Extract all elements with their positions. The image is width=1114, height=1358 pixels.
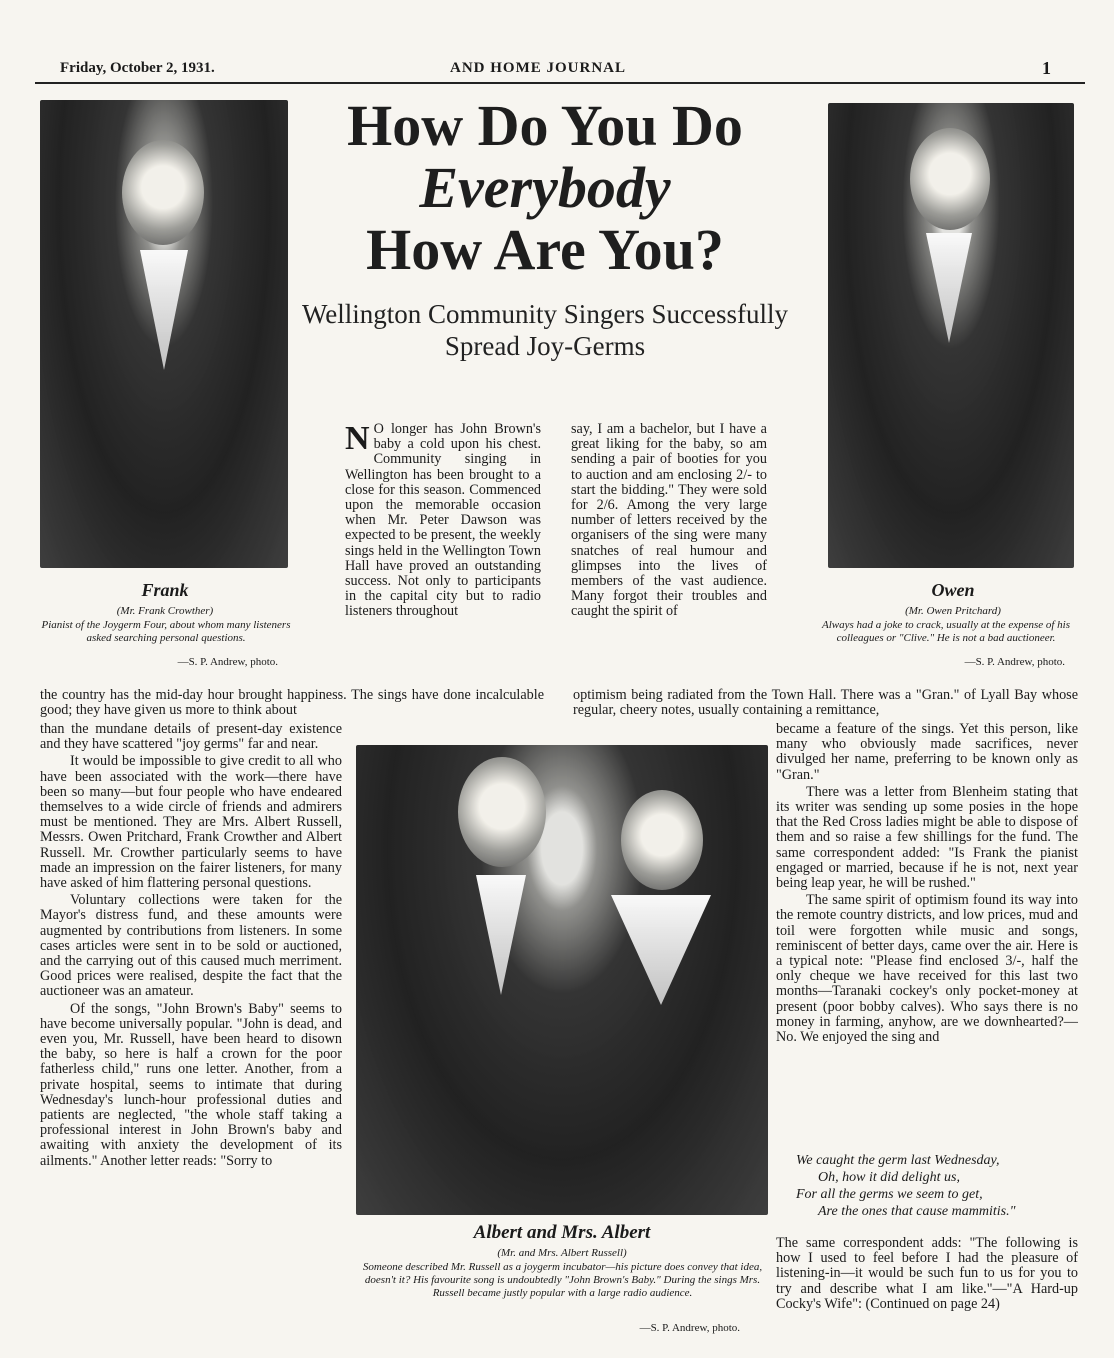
frank-caption-full: (Mr. Frank Crowther)	[116, 605, 214, 617]
albert-photo	[356, 745, 768, 1215]
article-wide-left: the country has the mid-day hour brought happiness. The sings have done incalculable good; they have given us more to think about	[40, 687, 544, 719]
owen-caption-credit: —S. P. Andrew, photo.	[964, 656, 1065, 668]
owen-caption-desc: Always had a joke to crack, usually at the expense of his colleagues or "Clive." He is not a bad auctioneer.	[821, 619, 1071, 644]
albert-caption-full: (Mr. and Mrs. Albert Russell)	[497, 1247, 627, 1259]
poem: We caught the germ last Wednesday, Oh, how it did delight us, For all the germs we seem to get, Are the ones that cause mammitis."	[796, 1153, 1016, 1219]
article-right-col: became a feature of the sings. Yet this person, like many who obviously made sacrifices, never divulged her name, preferring to be known only as "Gran." There was a letter from Blenheim stating that its writer was sending up some posies in the hope that the Red Cross ladies might be able to dispose of them and so raise a few shillings for the fund. The same correspondent added: "Is Frank the pianist engaged or married, because if he is not, next year being leap year, he will be rushed." The same spirit of optimism found its way into the remote country districts, and low prices, mud and toil were forgotten while music and songs, reminiscent of better days, came over the air. Here is a typical note: "Please find enclosed 3/-, half the only cheque we have received for this last two months—Taranaki cockey's only pocket-money at present (poor bobby calves). Who says there is no money in farming, anyhow, are we downhearted?—No. We enjoyed the sing and	[776, 721, 1078, 1046]
frank-caption-desc: Pianist of the Joygerm Four, about whom many listeners asked searching personal questions.	[41, 619, 291, 644]
article-left-col: than the mundane details of present-day existence and they have scattered "joy germs" far and near. It would be impossible to give credit to all who have been associated with the work—there have been so many—but four people who have endeared themselves to a wide circle of friends and admirers must be mentioned. They are Mrs. Albert Russell, Messrs. Owen Pritchard, Frank Crowther and Albert Russell. Mr. Crowther particularly seems to have made an impression on the fairer listeners, for many have asked of him flattering personal questions. Voluntary collections were taken for the Mayor's distress fund, and these amounts were augmented by contributions from listeners. In some cases articles were sent in to be sold or auctioned, and the carrying out of this caused much merriment. Good prices were realised, despite the fact that the auctioneer was an amateur. Of the songs, "John Brown's Baby" seems to have become universally popular. "John is dead, and even you, Mr. Russell, have been heard to disown the baby, so here is half a crown for the poor fatherless child," runs one letter. Another, from a private hospital, seems to intimate that during Wednesday's lunch-hour professional duties and patients are neglected, "the whole staff taking a professional interest in John Brown's baby and awaiting with anxiety the development of its ailments." Another letter reads: "Sorry to	[40, 721, 342, 1169]
issue-date: Friday, October 2, 1931.	[60, 60, 215, 76]
owen-caption-name: Owen	[931, 580, 975, 600]
article-center-col-2: say, I am a bachelor, but I have a great liking for the baby, so am sending a pair of booties for you to auction and am enclosing 2/- to start the bidding." They were sold for 2/6. Among the very large number of letters received by the organisers of the sing were many snatches of real humour and glimpses into the lives of members of the vast audience. Many forgot their troubles and caught the spirit of	[571, 421, 767, 620]
headline-line1: How Do You Do	[347, 93, 743, 158]
page-number: 1	[1042, 58, 1051, 78]
albert-caption-desc: Someone described Mr. Russell as a joygerm incubator—his picture does convey that idea, doesn't it? His favourite song is undoubtedly "John Brown's Baby." During the sings Mrs. Russell became justly popular with a large radio audience.	[362, 1261, 763, 1299]
article-closing: The same correspondent adds: "The following is how I used to feel before I had the pleasure of listening-in—it would be such fun to us for you to try and describe what I am like."—"A Hard-up Cocky's Wife": (Continued on page 24)	[776, 1235, 1078, 1312]
header-rule	[35, 82, 1085, 84]
drop-cap: N	[345, 420, 370, 457]
article-center-col-1: N O longer has John Brown's baby a cold upon his chest. Community singing in Wellington has been brought to a close for this season. Commenced upon the memorable occasion when Mr. Peter Dawson was expected to be present, the weekly sings held in the Wellington Town Hall have proved an outstanding success. Not only to participants in the capital city but to radio listeners throughout	[345, 420, 541, 620]
journal-name: AND HOME JOURNAL	[450, 60, 626, 76]
albert-caption-name: Albert and Mrs. Albert	[473, 1222, 651, 1243]
article-wide-right: optimism being radiated from the Town Hall. There was a "Gran." of Lyall Bay whose regular, cheery notes, usually containing a remittance,	[573, 687, 1078, 719]
albert-caption-credit: —S. P. Andrew, photo.	[639, 1322, 740, 1334]
headline-line3: How Are You?	[366, 217, 724, 282]
owen-caption-full: (Mr. Owen Pritchard)	[905, 605, 1001, 617]
owen-photo	[828, 103, 1074, 568]
frank-caption-name: Frank	[141, 580, 189, 600]
frank-photo	[40, 100, 288, 568]
subheadline: Wellington Community Singers Successfully Spread Joy-Germs	[301, 299, 789, 361]
frank-caption-credit: —S. P. Andrew, photo.	[177, 656, 278, 668]
headline-line2: Everybody	[419, 155, 671, 220]
